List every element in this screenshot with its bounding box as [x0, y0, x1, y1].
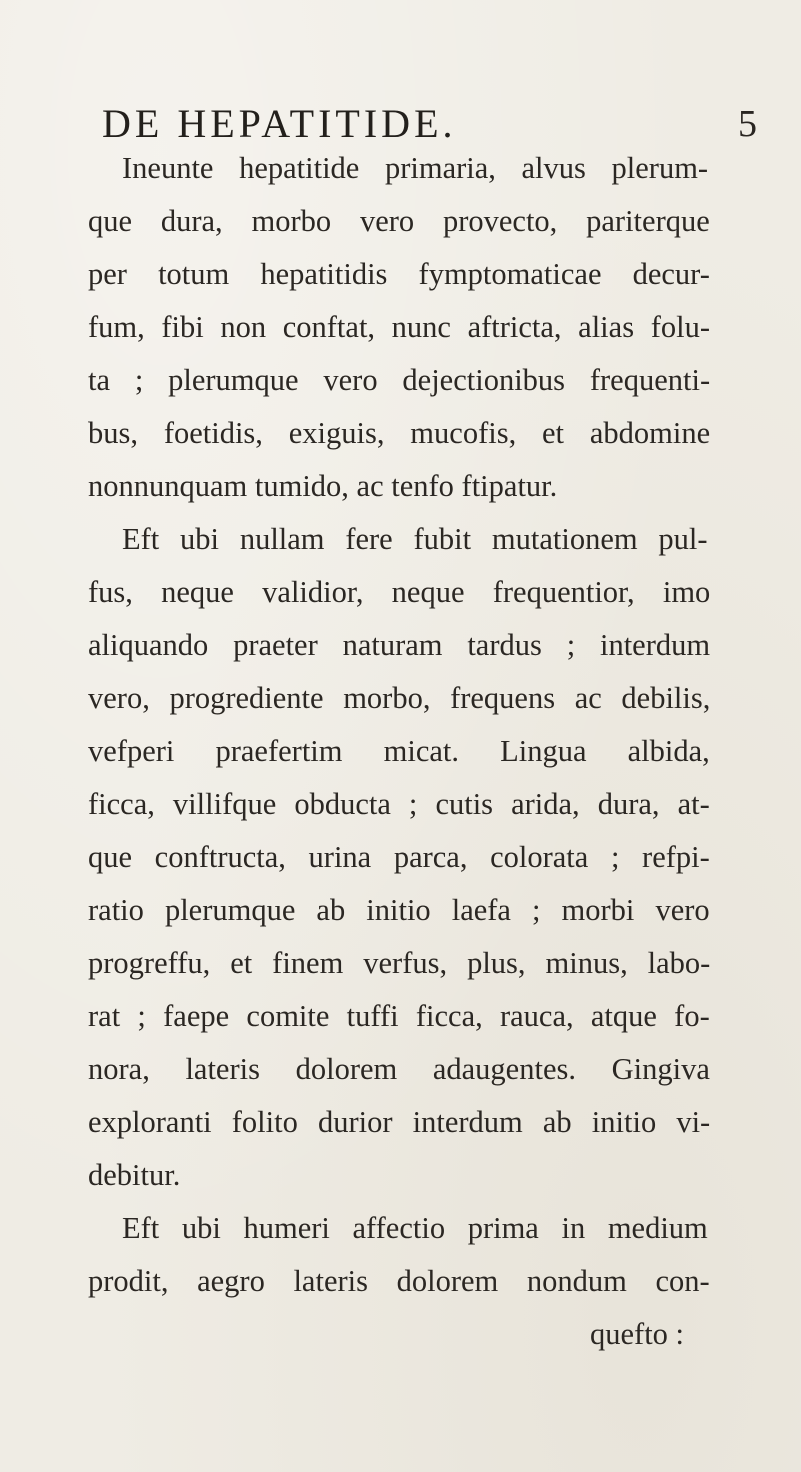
line-text: aliquando praeter naturam tardus ; interdum [88, 628, 711, 662]
text-line-19 [88, 1102, 710, 1142]
text-line-20 [88, 1155, 228, 1195]
text-line-1 [122, 148, 708, 188]
page-number: 5 [738, 103, 757, 145]
line-text: ratio plerumque ab initio laefa ; morbi vero [88, 893, 710, 927]
text-line-7 [88, 466, 628, 506]
text-line-9 [88, 572, 710, 612]
line-text: Eft ubi nullam fere fubit mutationem pul- [122, 522, 708, 556]
line-text: Eft ubi humeri affectio prima in medium [122, 1211, 708, 1245]
text-line-17 [88, 996, 710, 1036]
line-text: Ineunte hepatitide primaria, alvus plerum- [122, 151, 709, 185]
text-line-18 [88, 1049, 710, 1089]
text-line-15 [88, 890, 710, 930]
line-text: prodit, aegro lateris dolorem nondum con- [88, 1264, 710, 1298]
text-line-3 [88, 254, 710, 294]
text-line-16 [88, 943, 710, 983]
line-text: per totum hepatitidis fymptomaticae decur- [88, 257, 710, 291]
line-text: que dura, morbo vero provecto, pariterque [88, 204, 710, 238]
text-line-12 [88, 731, 710, 771]
line-text: nora, lateris dolorem adaugentes. Gingiva [88, 1052, 710, 1086]
line-text: vefperi praefertim micat. Lingua albida, [88, 734, 710, 768]
text-line-13 [88, 784, 710, 824]
line-text: nonnunquam tumido, ac tenfo ftipatur. [88, 469, 558, 503]
line-text: exploranti folito durior interdum ab initio vi- [88, 1105, 711, 1139]
line-text: ficca, villifque obducta ; cutis arida, dura, at- [88, 787, 710, 821]
text-line-10 [88, 625, 710, 665]
text-line-5 [88, 360, 710, 400]
text-line-21 [122, 1208, 708, 1248]
line-text: vero, progrediente morbo, frequens ac debilis, [88, 681, 711, 715]
line-text: progreffu, et finem verfus, plus, minus, labo- [88, 946, 711, 980]
text-line-14 [88, 837, 710, 877]
running-title: DE HEPATITIDE. [102, 101, 457, 146]
catchword [590, 1314, 710, 1354]
line-text: debitur. [88, 1158, 181, 1192]
catchword-text: quefto : [590, 1317, 685, 1351]
page-header [0, 100, 801, 150]
text-line-4 [88, 307, 710, 347]
line-text: rat ; faepe comite tuffi ficca, rauca, atque fo- [88, 999, 710, 1033]
line-text: bus, foetidis, exiguis, mucofis, et abdomine [88, 416, 711, 450]
line-text: fum, fibi non conftat, nunc aftricta, alias folu- [88, 310, 710, 344]
text-line-2 [88, 201, 710, 241]
text-line-6 [88, 413, 710, 453]
line-text: fus, neque validior, neque frequentior, imo [88, 575, 711, 609]
line-text: que conftructa, urina parca, colorata ; refpi- [88, 840, 710, 874]
text-line-22 [88, 1261, 710, 1301]
text-line-8 [122, 519, 708, 559]
line-text: ta ; plerumque vero dejectionibus frequenti- [88, 363, 711, 397]
text-line-11 [88, 678, 710, 718]
